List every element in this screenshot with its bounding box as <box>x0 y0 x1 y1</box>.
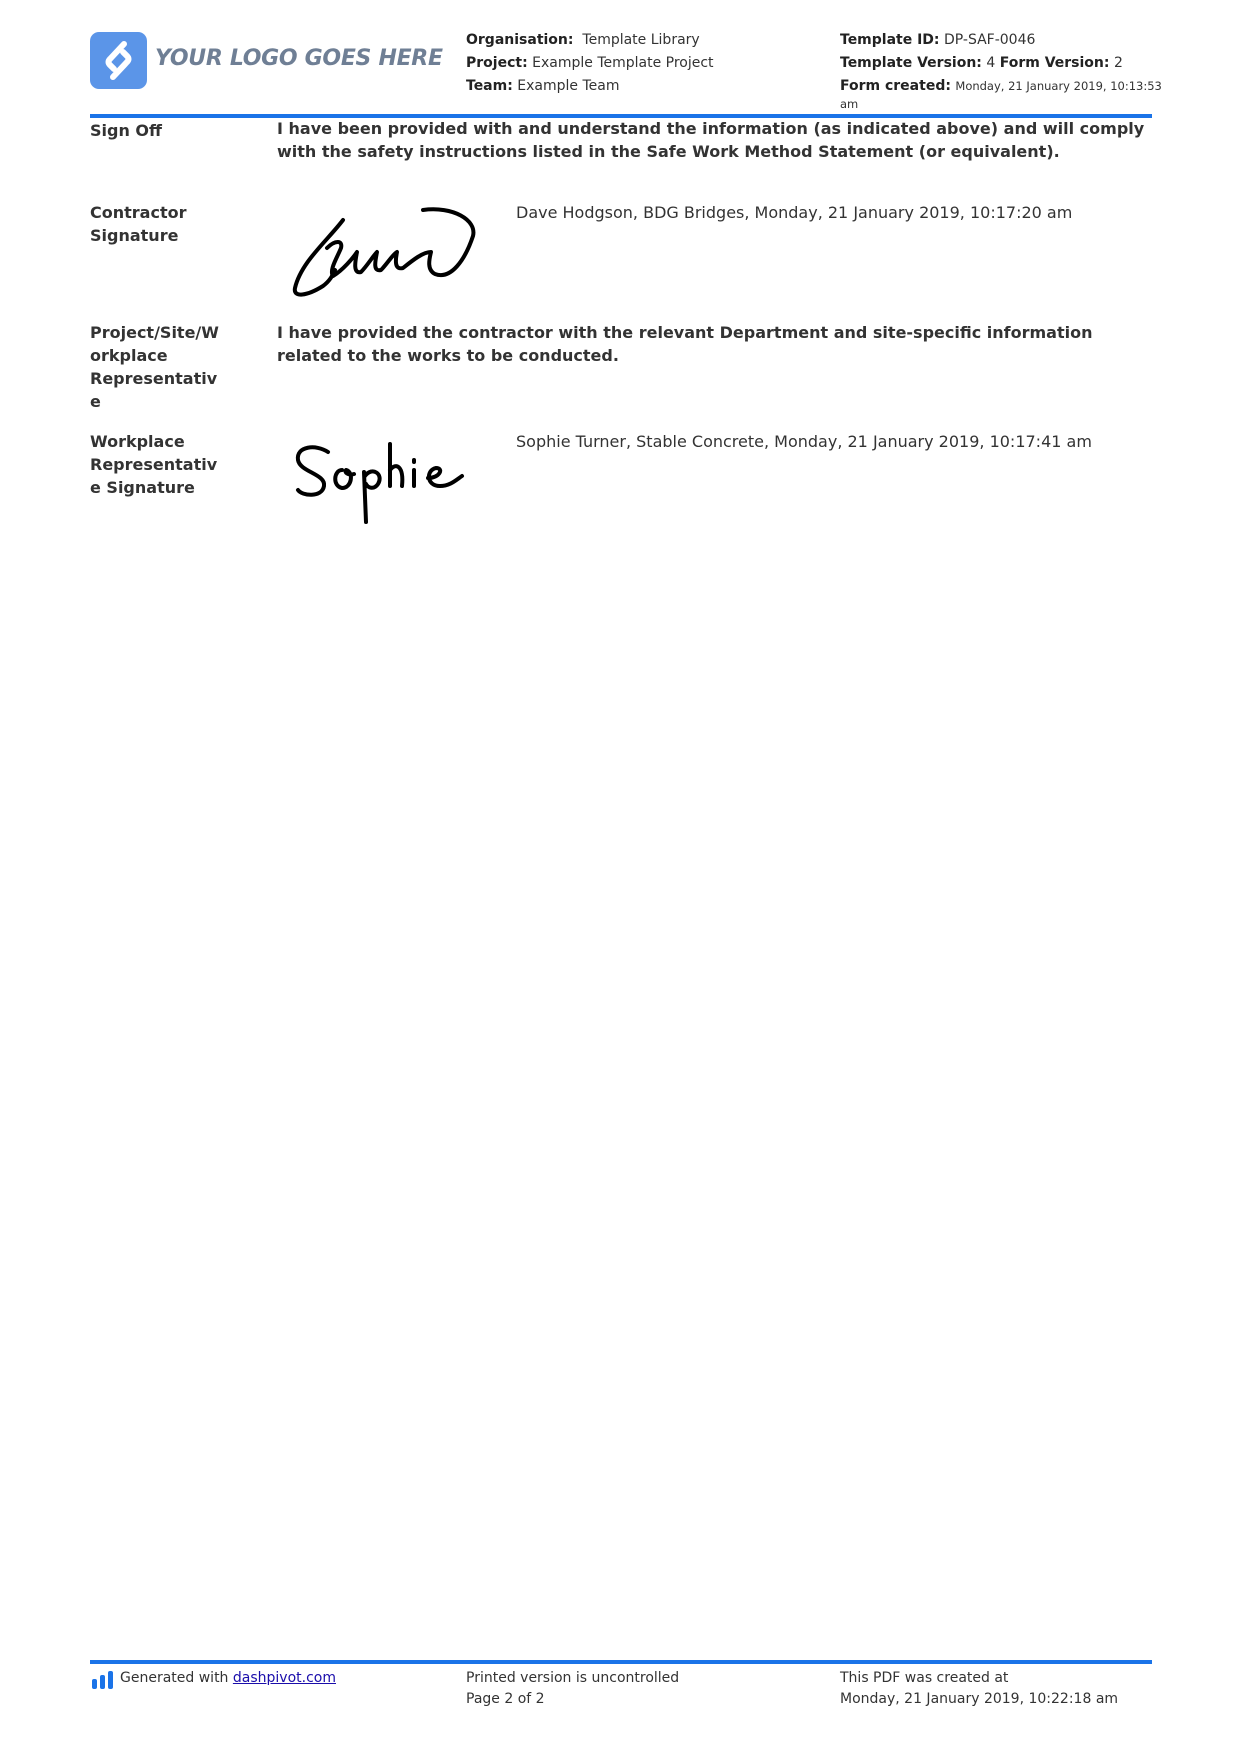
contractor-signature-details: Dave Hodgson, BDG Bridges, Monday, 21 January 2019, 10:17:20 am <box>516 203 1073 222</box>
template-version-label: Template Version: <box>840 55 982 71</box>
organisation-line <box>466 29 714 52</box>
generated-with-text: Generated with <box>120 1670 229 1686</box>
page-number: Page 2 of 2 <box>466 1691 545 1707</box>
dashpivot-icon <box>91 1670 115 1694</box>
contractor-signature-image <box>283 200 493 309</box>
workplace-signature-details: Sophie Turner, Stable Concrete, Monday, 21 January 2019, 10:17:41 am <box>516 432 1092 451</box>
logo-mark <box>90 32 147 89</box>
form-created-label: Form created: <box>840 78 951 94</box>
dashpivot-link[interactable]: dashpivot.com <box>232 1670 336 1686</box>
generated-with <box>120 1668 336 1689</box>
organisation-label: Organisation: <box>466 32 574 48</box>
sign-off-label: Sign Off <box>90 121 162 140</box>
team-label: Team: <box>466 78 513 94</box>
version-line <box>840 52 1162 75</box>
template-id-line <box>840 29 1162 52</box>
form-version-label: Form Version: <box>999 55 1110 71</box>
template-id-value: DP-SAF-0046 <box>943 32 1036 48</box>
organisation-value: Template Library <box>582 32 700 48</box>
logo-icon <box>90 32 147 89</box>
form-created-value: Monday, 21 January 2019, 10:13:53 <box>955 79 1162 93</box>
project-label: Project: <box>466 55 528 71</box>
workplace-signature-label: Workplace Representativ e Signature <box>90 432 218 497</box>
print-notice <box>466 1668 679 1710</box>
header-meta-left <box>466 29 714 98</box>
project-line <box>466 52 714 75</box>
representative-statement: I have provided the contractor with the relevant Department and site-specific information related to the works to be conducted. <box>277 323 1093 365</box>
template-version-value: 4 <box>986 55 996 71</box>
pdf-created <box>840 1668 1118 1710</box>
team-value: Example Team <box>517 78 620 94</box>
pdf-created-label: This PDF was created at <box>840 1670 1009 1686</box>
form-created-line <box>840 75 1162 98</box>
template-id-label: Template ID: <box>840 32 940 48</box>
representative-label: Project/Site/W orkplace Representativ e <box>90 323 219 411</box>
form-created-suffix: am <box>840 97 859 111</box>
sign-off-statement: I have been provided with and understand the information (as indicated above) and will comply with the safety instructions listed in the Safe Work Method Statement (or equivalent). <box>277 119 1145 161</box>
header-meta-right <box>840 29 1162 98</box>
logo-text: YOUR LOGO GOES HERE <box>155 46 443 71</box>
footer-divider <box>90 1660 1152 1664</box>
pdf-created-value: Monday, 21 January 2019, 10:22:18 am <box>840 1691 1119 1707</box>
project-value: Example Template Project <box>532 55 714 71</box>
form-version-value: 2 <box>1113 55 1123 71</box>
contractor-signature-label: Contractor Signature <box>90 203 187 245</box>
printed-version-notice: Printed version is uncontrolled <box>466 1670 680 1686</box>
workplace-signature-image <box>290 430 500 534</box>
team-line <box>466 75 714 98</box>
